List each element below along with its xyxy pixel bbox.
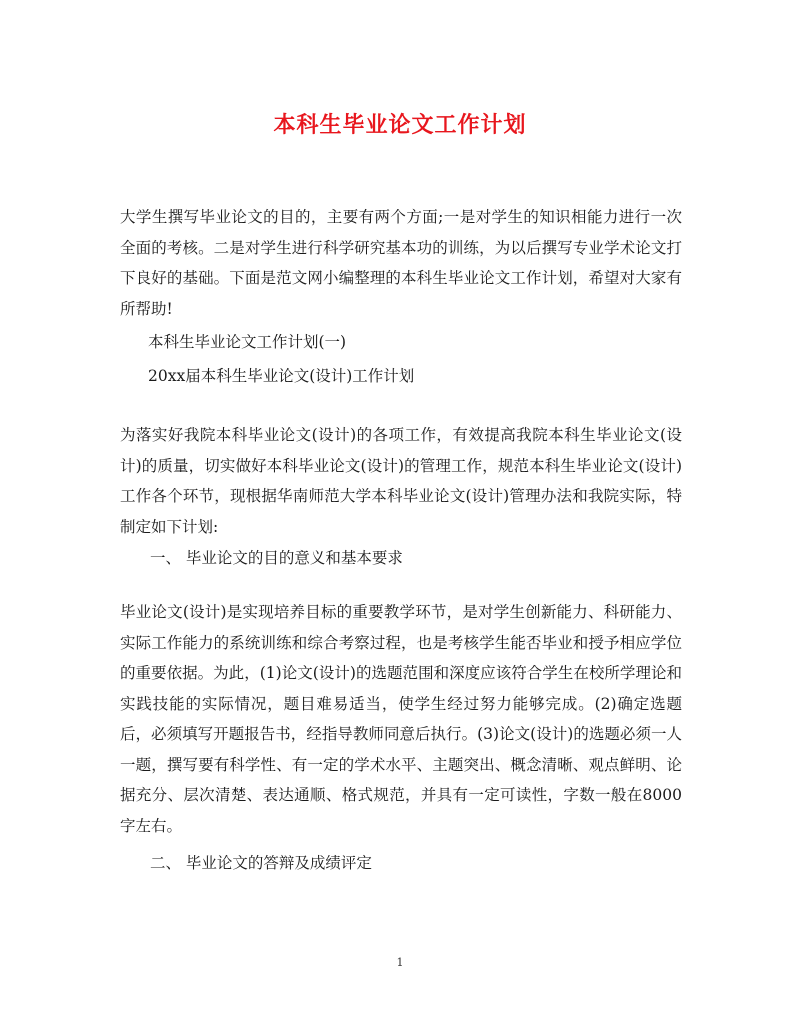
intro-paragraph: 大学生撰写毕业论文的目的，主要有两个方面;一是对学生的知识相能力进行一次全面的考核。二是对学生进行科学研究基本功的训练，为以后撰写专业学术论文打下良好的基础。下面是范文网小编整理的本科生毕业论文工作计划，希望对大家有所帮助! — [120, 208, 682, 318]
page-number: 1 — [396, 956, 404, 969]
body-paragraph-requirements: 毕业论文(设计)是实现培养目标的重要教学环节，是对学生创新能力、科研能力、实际工作能力的系统训练和综合考察过程，也是考核学生能否毕业和授予相应学位的重要依据。为此，(1)论文(设计)的选题范围和深度应该符合学生在校所学理论和实践技能的实际情况，题目难易适当，使学生经过努力能够完成。(2)确定选题后，必须填写开题报告书，经指导教师同意后执行。(3)论文(设计)的选题必须一人一题，撰写要有科学性、有一定的学术水平、主题突出、概念清晰、观点鲜明、论据充分、层次清楚、表达通顺、格式规范，并具有一定可读性，字数一般在8000字左右。 — [120, 603, 682, 835]
section-heading-one: 一、 毕业论文的目的意义和基本要求 — [150, 549, 403, 567]
section-heading-two: 二、 毕业论文的答辩及成绩评定 — [150, 854, 372, 872]
body-paragraph-purpose: 为落实好我院本科毕业论文(设计)的各项工作，有效提高我院本科生毕业论文(设计)的质量，切实做好本科毕业论文(设计)的管理工作，规范本科生毕业论文(设计)工作各个环节，现根据华南师范大学本科毕业论文(设计)管理办法和我院实际，特制定如下计划: — [120, 426, 682, 536]
subtitle-plan-one: 本科生毕业论文工作计划(一) — [148, 333, 347, 351]
document-title: 本科生毕业论文工作计划 — [273, 113, 527, 138]
subtitle-plan-year: 20xx届本科生毕业论文(设计)工作计划 — [148, 367, 415, 385]
